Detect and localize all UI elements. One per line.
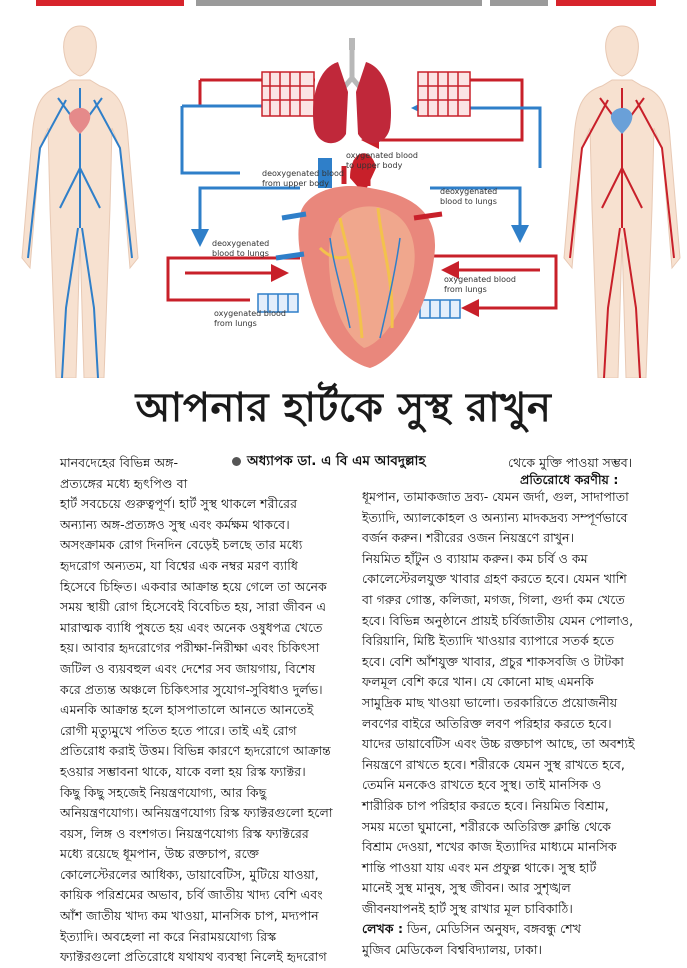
lungs bbox=[313, 38, 391, 143]
col1-line: করে প্রত্যন্ত অঞ্চলে চিকিৎসার সুযোগ-সুবিধাও দুর্লভ। bbox=[60, 681, 323, 697]
col1-line: হওয়ার সম্ভাবনা থাকে, যাকে বলা হয় রিস্ক ফ্যাক্টর। bbox=[60, 763, 306, 779]
label-deoxy-upper-1: deoxygenated blood bbox=[262, 169, 344, 178]
col1-line: বয়স, লিঙ্গ ও বংশগত। নিয়ন্ত্রণযোগ্য রিস্ক ফ্যাক্টরের bbox=[60, 825, 309, 841]
label-deoxy-lungs-right-2: blood to lungs bbox=[440, 197, 497, 206]
col2-line: শান্তি পাওয়া যায় এবং মন প্রফুল্ল থাকে। সুস্থ হার্ট bbox=[362, 859, 597, 875]
col2-section-heading: প্রতিরোধে করণীয় : bbox=[520, 472, 619, 487]
col1-line: কোলেস্টেরলের আধিক্য, ডায়াবেটিস, মুটিয়ে যাওয়া, bbox=[60, 866, 319, 882]
col1-line: অসংক্রামক রোগ দিনদিন বেড়েই চলছে তার মধ্যে bbox=[60, 537, 303, 553]
label-oxy-lower-1: oxygenated blood bbox=[214, 309, 286, 318]
writer-line-1: ডিন, মেডিসিন অনুষদ, বঙ্গবন্ধু শেখ bbox=[407, 921, 581, 937]
writer-label: লেখক : bbox=[362, 921, 403, 937]
label-oxy-upper-1: oxygenated blood bbox=[346, 151, 418, 160]
col2-line: নিয়ন্ত্রণে রাখতে হবে। শরীরকে যেমন সুস্থ রাখতে হবে, bbox=[362, 756, 625, 772]
col2-line: হবে। বিভিন্ন অনুষ্ঠানে প্রায়ই চর্বিজাতীয় যেমন পোলাও, bbox=[362, 612, 634, 628]
col1-line: মধ্যে রয়েছে ধূমপান, উচ্চ রক্তচাপ, রক্তে bbox=[60, 846, 259, 862]
article-column-1 bbox=[60, 453, 342, 968]
col2-line: হবে। বেশি আঁশযুক্ত খাবার, প্রচুর শাকসবজি ও টাটকা bbox=[362, 653, 624, 669]
top-bar-red-right bbox=[556, 0, 656, 6]
col2-line: লবণের বাইরে অতিরিক্ত লবণ পরিহার করতে হবে। bbox=[362, 715, 612, 731]
col1-line: আঁশ জাতীয় খাদ্য কম খাওয়া, মানসিক চাপ, মদ্যপান bbox=[60, 908, 319, 924]
circulatory-system-illustration bbox=[0, 8, 687, 378]
col2-line: বিশ্রাম দেওয়া, শখের কাজ ইত্যাদির মাধ্যমে মানসিক bbox=[362, 839, 617, 855]
col2-line: কোলেস্টেরলযুক্ত খাবার গ্রহণ করতে হবে। যেমন খাশি bbox=[362, 571, 627, 587]
col1-line: অন্যান্য অঙ্গ-প্রত্যঙ্গও সুস্থ এবং কর্মক্ষম থাকবে। bbox=[60, 516, 290, 532]
left-body-figure bbox=[22, 26, 138, 378]
col2-line: বিরিয়ানি, মিষ্টি ইত্যাদি খাওয়ার ব্যাপারে সতর্ক হতে bbox=[362, 633, 615, 649]
col2-line: মানেই সুস্থ মানুষ, সুস্থ জীবন। আর সুশৃঙ্খল bbox=[362, 880, 571, 896]
label-oxy-lungs-2: from lungs bbox=[444, 285, 487, 294]
right-body-figure bbox=[564, 26, 680, 378]
label-deoxy-lungs-left-2: blood to lungs bbox=[212, 249, 269, 258]
col1-line: প্রত্যঙ্গের মধ্যে হৃৎপিণ্ড বা bbox=[60, 475, 188, 491]
col1-line: কায়িক পরিশ্রমের অভাব, চর্বি জাতীয় খাদ্য বেশি এবং bbox=[60, 887, 323, 903]
label-oxy-lower-2: from lungs bbox=[214, 319, 257, 328]
col1-line: প্রতিরোধ করাই উত্তম। বিভিন্ন কারণে হৃদরোগে আক্রান্ত bbox=[60, 743, 331, 759]
label-deoxy-lungs-right-1: deoxygenated bbox=[440, 187, 498, 196]
col2-line: ইত্যাদি, অ্যালকোহল ও অন্যান্য মাদকদ্রব্য সম্পূর্ণভাবে bbox=[362, 509, 628, 525]
col1-line: কিছু কিছু সহজেই নিয়ন্ত্রণযোগ্য, আর কিছু bbox=[60, 784, 267, 800]
col2-continuation: থেকে মুক্তি পাওয়া সম্ভব। bbox=[508, 455, 633, 470]
col1-line: হার্ট সবচেয়ে গুরুত্বপূর্ণ। হার্ট সুস্থ থাকলে শরীরের bbox=[60, 496, 298, 512]
capillary-grid-left bbox=[262, 72, 314, 116]
writer-credit bbox=[362, 919, 662, 940]
col1-line: সময় স্থায়ী রোগ হিসেবেই বিবেচিত হয়, সারা জীবন এ bbox=[60, 599, 327, 615]
col2-line: সময় মতো ঘুমানো, শরীরকে অতিরিক্ত ক্লান্তি থেকে bbox=[362, 818, 611, 834]
col1-line: মারাত্মক ব্যাধি পুষতে হয় এবং অনেক ওষুধপত্র খেতে bbox=[60, 619, 323, 635]
col2-line: সামুদ্রিক মাছ খাওয়া ভালো। তরকারিতে প্রয়োজনীয় bbox=[362, 694, 618, 710]
col2-line: জীবনযাপনই হার্ট সুস্থ রাখার মূল চাবিকাঠি। bbox=[362, 900, 573, 916]
col2-line: ধূমপান, তামাকজাত দ্রব্য- যেমন জর্দা, গুল, সাদাপাতা bbox=[362, 489, 629, 504]
label-oxy-lungs-1: oxygenated blood bbox=[444, 275, 516, 284]
col2-line: বর্জন করুন। শরীরের ওজন নিয়ন্ত্রণে রাখুন। bbox=[362, 530, 575, 546]
col1-line: ফ্যাক্টরগুলো প্রতিরোধে যথাযথ ব্যবস্থা নিলেই হৃদরোগ bbox=[60, 949, 327, 965]
top-bar-gray-center bbox=[196, 0, 482, 6]
col1-line: মানবদেহের বিভিন্ন অঙ্গ- bbox=[60, 455, 179, 470]
label-deoxy-lungs-left-1: deoxygenated bbox=[212, 239, 270, 248]
article-headline: আপনার হার্টকে সুস্থ রাখুন bbox=[135, 385, 552, 431]
col1-line: হৃদরোগ অন্যতম, যা বিশ্বের এক নম্বর মরণ ব্যাধি bbox=[60, 557, 298, 573]
top-bar-gray-right bbox=[490, 0, 548, 6]
col1-line: ইত্যাদি। অবহেলা না করে নিরাময়যোগ্য রিস্ক bbox=[60, 928, 277, 944]
col1-line: এমনকি আক্রান্ত হলে হাসপাতালে আনতে আনতেই bbox=[60, 702, 314, 718]
col2-line: নিয়মিত হাঁটুন ও ব্যায়াম করুন। কম চর্বি ও কম bbox=[362, 550, 588, 566]
label-oxy-upper-2: to upper body bbox=[346, 161, 403, 170]
col2-line: শারীরিক চাপ পরিহার করতে হবে। নিয়মিত বিশ্রাম, bbox=[362, 797, 609, 813]
col2-line: বা গরুর গোস্ত, কলিজা, মগজ, গিলা, গুর্দা কম খেতে bbox=[362, 591, 625, 607]
col2-line: ফলমূল বেশি করে খান। যে কোনো মাছ এমনকি bbox=[362, 674, 594, 690]
author-name: অধ্যাপক ডা. এ বি এম আবদুল্লাহ bbox=[247, 453, 426, 469]
col1-line: রোগী মৃত্যুমুখে পতিত হতে পারে। তাই এই রোগ bbox=[60, 722, 297, 738]
col2-line: যাদের ডায়াবেটিস এবং উচ্চ রক্তচাপ আছে, তা অবশ্যই bbox=[362, 736, 635, 752]
col1-line: জটিল ও ব্যয়বহুল এবং দেশের সব জায়গায়, বিশেষ bbox=[60, 660, 316, 676]
capillary-grid-right bbox=[418, 72, 470, 116]
col1-line: হয়। আবার হৃদরোগের পরীক্ষা-নিরীক্ষা এবং চিকিৎসা bbox=[60, 640, 320, 656]
writer-line-2: মুজিব মেডিকেল বিশ্ববিদ্যালয়, ঢাকা। bbox=[362, 942, 542, 958]
capillary-grid-lower-right bbox=[420, 300, 460, 318]
label-deoxy-upper-2: from upper body bbox=[262, 179, 329, 188]
col2-line: তেমনি মনকেও রাখতে হবে সুস্থ। তাই মানসিক ও bbox=[362, 777, 602, 793]
col1-line: হিসেবে চিহ্নিত। একবার আক্রান্ত হয়ে গেলে তা অনেক bbox=[60, 578, 327, 594]
top-bar-red-left bbox=[36, 0, 184, 6]
col1-line: অনিয়ন্ত্রণযোগ্য। অনিয়ন্ত্রণযোগ্য রিস্ক ফ্যাক্টরগুলো হলো bbox=[60, 805, 333, 821]
article-column-2 bbox=[362, 487, 662, 961]
